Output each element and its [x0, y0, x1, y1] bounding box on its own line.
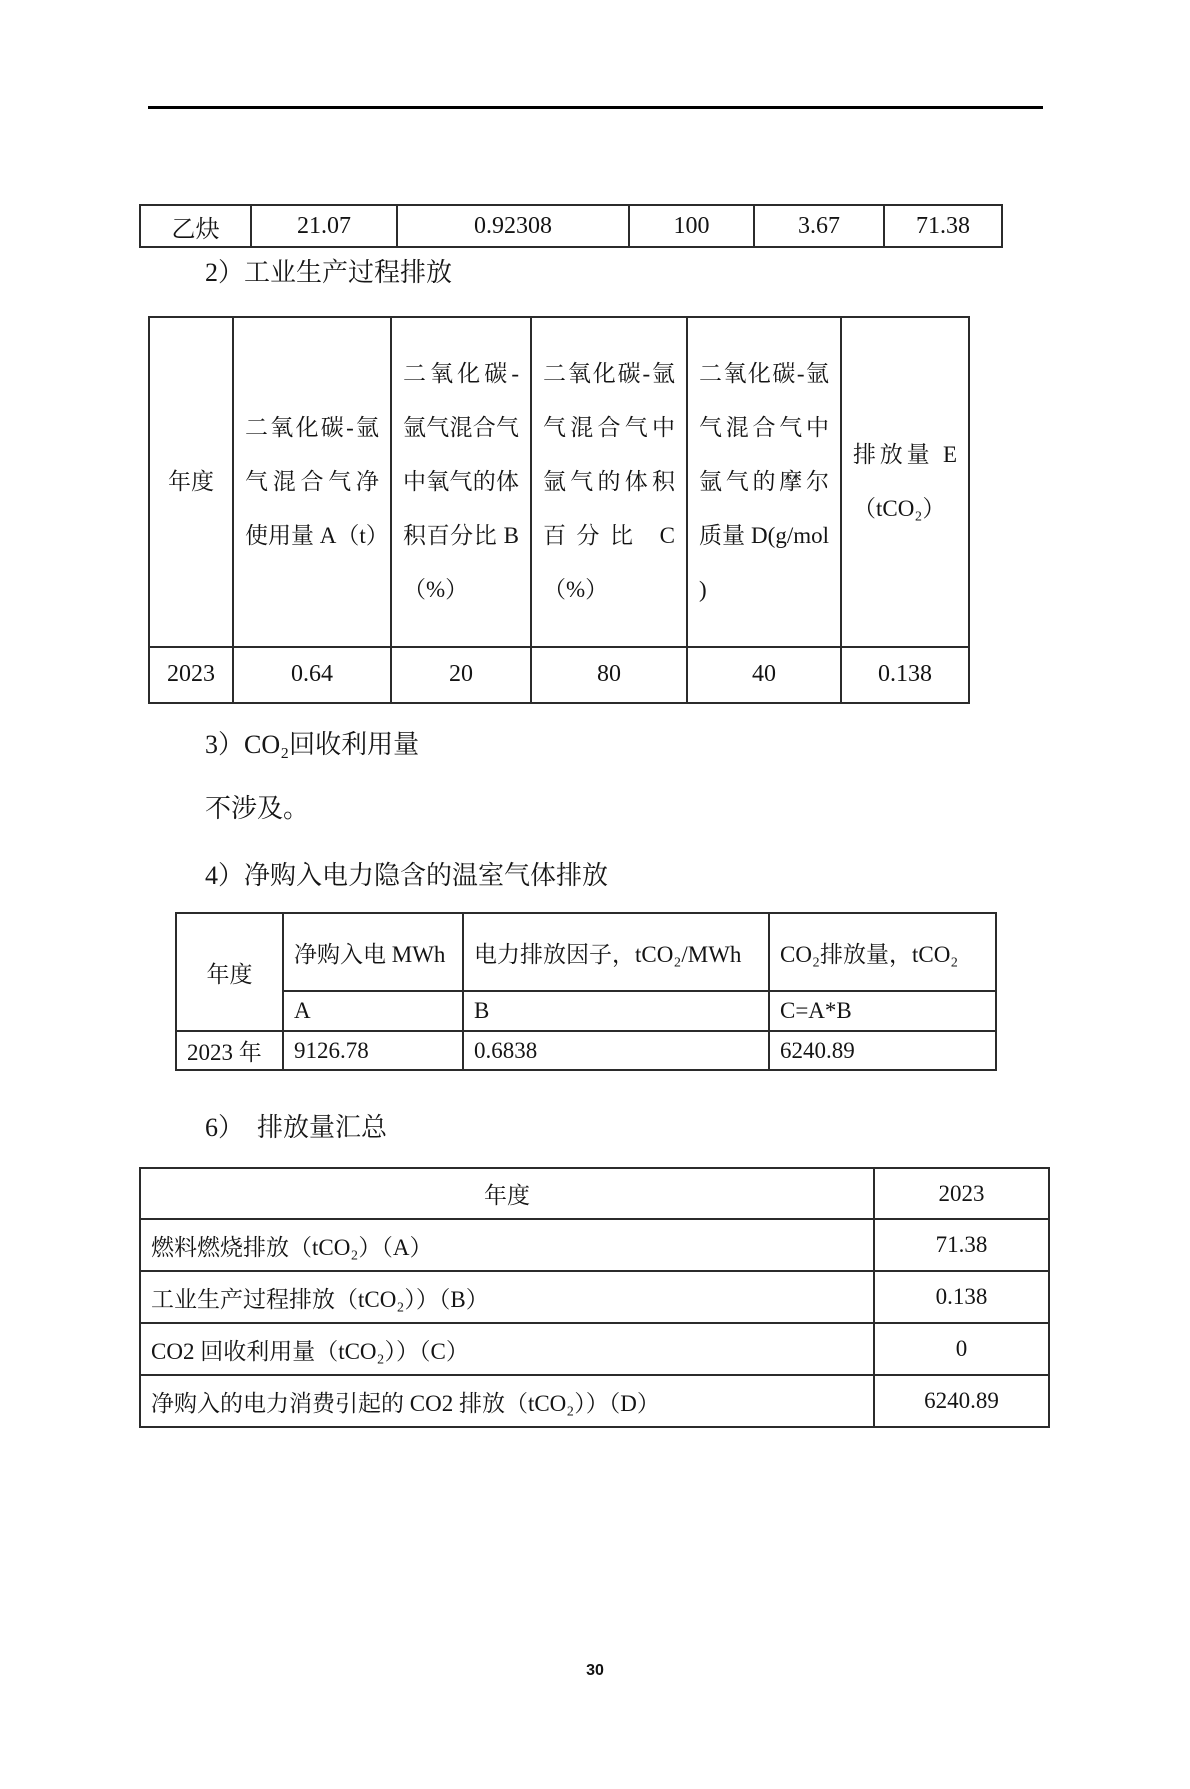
column-header: 排放量 E（tCO₂）: [841, 317, 969, 647]
section3-body-text: 不涉及。: [205, 793, 310, 823]
table-row: [140, 1271, 1049, 1323]
fuel-cell: 71.38: [884, 205, 1002, 247]
subheader-cell: A: [283, 991, 463, 1031]
table-cell: 80: [531, 647, 687, 703]
table-cell: 0.138: [841, 647, 969, 703]
purchased-electricity-table: [175, 912, 997, 1071]
page-number: 30: [586, 1662, 604, 1679]
fuel-cell: 0.92308: [397, 205, 629, 247]
summary-label: 净购入的电力消费引起的 CO2 排放（tCO₂））（D）: [140, 1375, 874, 1427]
summary-value: 6240.89: [874, 1375, 1049, 1427]
table-header-row: [149, 317, 969, 647]
table-header-row: [140, 1168, 1049, 1219]
table-cell: 2023 年: [176, 1031, 283, 1070]
table-cell: 20: [391, 647, 531, 703]
column-header: 2023: [874, 1168, 1049, 1219]
table-subheader-row: [176, 991, 996, 1031]
subheader-cell: B: [463, 991, 769, 1031]
summary-value: 71.38: [874, 1219, 1049, 1271]
summary-value: 0: [874, 1323, 1049, 1375]
table-row: [140, 1219, 1049, 1271]
subheader-cell: C=A*B: [769, 991, 996, 1031]
column-header: 二氧化碳-氩气混合气中氩气的摩尔质量 D(g/mol ): [687, 317, 841, 647]
column-header: 年度: [149, 317, 233, 647]
table-cell: 2023: [149, 647, 233, 703]
column-header: 年度: [176, 913, 283, 1031]
table-cell: 6240.89: [769, 1031, 996, 1070]
summary-label: 工业生产过程排放（tCO₂））（B）: [140, 1271, 874, 1323]
fuel-combustion-table: [139, 204, 1003, 248]
table-header-row: [176, 913, 996, 991]
table-row: [176, 1031, 996, 1070]
section3-heading: 3）CO₂回收利用量: [205, 729, 420, 759]
table-cell: 0.64: [233, 647, 391, 703]
fuel-cell: 21.07: [251, 205, 397, 247]
column-header: 二氧化碳-氩气混合气中氧气的体积百分比 B（%）: [391, 317, 531, 647]
column-header: 二氧化碳-氩气混合气净使用量 A（t）: [233, 317, 391, 647]
summary-label: CO2 回收利用量（tCO₂））（C）: [140, 1323, 874, 1375]
summary-value: 0.138: [874, 1271, 1049, 1323]
industrial-process-table: [148, 316, 970, 704]
emission-summary-table: [139, 1167, 1050, 1428]
table-row: [149, 647, 969, 703]
table-row: [140, 1375, 1049, 1427]
column-header: CO₂排放量，tCO₂: [769, 913, 996, 991]
document-page: [0, 106, 1190, 1789]
fuel-cell: 3.67: [754, 205, 884, 247]
column-header: 净购入电 MWh: [283, 913, 463, 991]
column-header: 二氧化碳-氩气混合气中氩气的体积百分比 C（%）: [531, 317, 687, 647]
table-cell: 9126.78: [283, 1031, 463, 1070]
table-row: [140, 205, 1002, 247]
section4-heading: 4）净购入电力隐含的温室气体排放: [205, 860, 609, 890]
fuel-name-cell: 乙炔: [140, 205, 251, 247]
summary-label: 燃料燃烧排放（tCO₂）（A）: [140, 1219, 874, 1271]
table-cell: 0.6838: [463, 1031, 769, 1070]
section2-heading: 2）工业生产过程排放: [205, 258, 453, 287]
column-header: 电力排放因子，tCO₂/MWh: [463, 913, 769, 991]
header-rule: [148, 106, 1043, 109]
section6-heading: 6） 排放量汇总: [205, 1113, 388, 1143]
table-row: [140, 1323, 1049, 1375]
table-cell: 40: [687, 647, 841, 703]
fuel-cell: 100: [629, 205, 754, 247]
column-header: 年度: [140, 1168, 874, 1219]
